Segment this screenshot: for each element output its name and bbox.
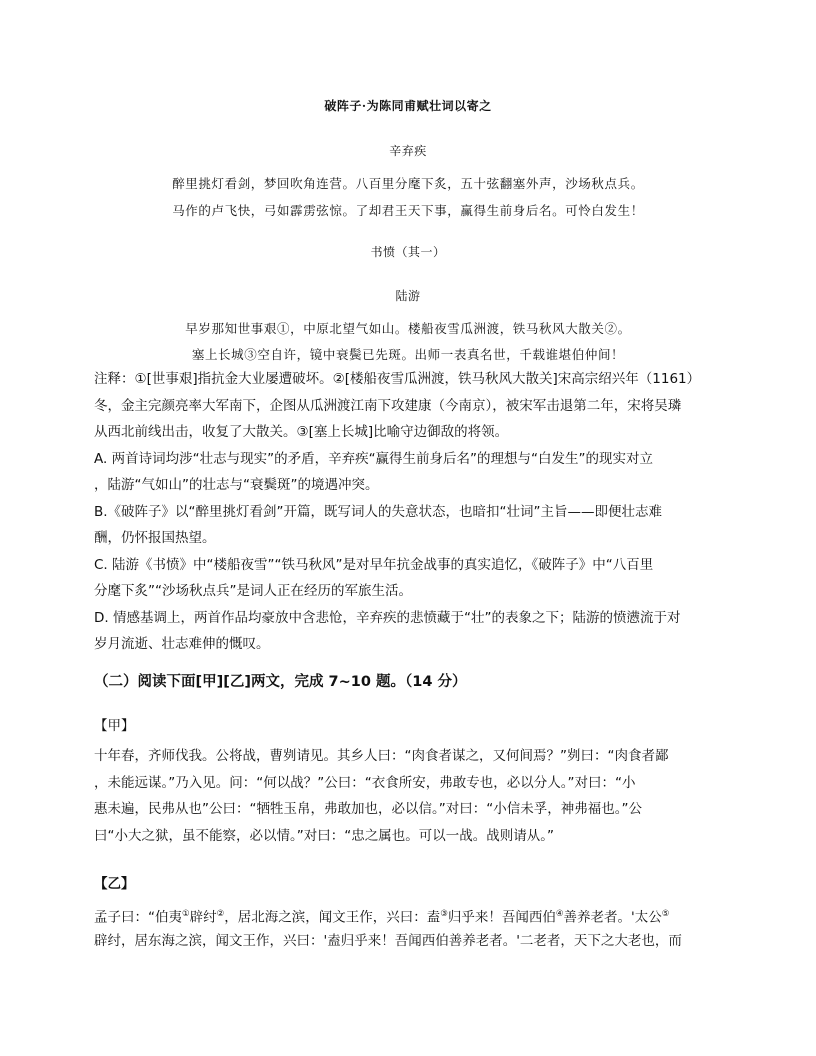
passage-line: ，未能远谋。”乃入见。问：“何以战？”公曰：“衣食所安，弗敢专也，必以分人。”对曰：“小 <box>94 774 636 791</box>
text-fragment: 孟子曰：“伯夷 <box>94 909 182 926</box>
poem2-line-2: 塞上长城③空自许，镜中衰鬓已先斑。出师一表真名世，千载谁堪伯仲间！ <box>191 347 625 362</box>
poem2-author: 陆游 <box>395 289 421 303</box>
text-fragment: 善养老者。'太公 <box>563 909 662 926</box>
jia-label: 【甲】 <box>94 718 135 734</box>
note-line: 注释：①[世事艰]指抗金大业屡遭破坏。②[楼船夜雪瓜洲渡，铁马秋风大散关]宋高宗绍兴年（1161） <box>94 371 701 387</box>
poem1-title: 破阵子·为陈同甫赋壮词以寄之 <box>324 99 492 113</box>
option-line: ，陆游“气如山”的壮志与“衰鬓斑”的境遇冲突。 <box>94 477 379 493</box>
passage-line: 辟纣，居东海之滨，闻文王作，兴曰：'盍归乎来！吾闻西伯善养老者。'二老者，天下之大老也，而 <box>94 932 682 949</box>
passage-line: 惠未遍，民弗从也”公曰：“牺牲玉帛，弗敢加也，必以信。”对曰：“小信未孚，神弗福也。”公 <box>94 801 642 817</box>
section-heading: （二）阅读下面[甲][乙]两文，完成 7~10 题。（14 分） <box>94 674 467 690</box>
poem1-line-2: 马作的卢飞快，弓如霹雳弦惊。了却君王天下事，赢得生前身后名。可怜白发生！ <box>172 203 644 218</box>
option-line: D. 情感基调上，两首作品均豪放中含悲怆，辛弃疾的悲愤藏于“壮”的表象之下；陆游的愤懑流于对 <box>94 609 681 626</box>
footnote-marker: ④ <box>555 909 564 919</box>
poem1-author: 辛弃疾 <box>389 144 427 158</box>
footnote-marker: ② <box>216 909 225 919</box>
poem2-line-1: 早岁那知世事艰①，中原北望气如山。楼船夜雪瓜洲渡，铁马秋风大散关②。 <box>185 321 631 336</box>
option-line: 岁月流逝、壮志难伸的慨叹。 <box>94 636 270 652</box>
option-line: B.《破阵子》以“醉里挑灯看剑”开篇，既写词人的失意状态，也暗扣“壮词”主旨——即便壮志难 <box>94 503 663 520</box>
notes-block <box>94 366 718 658</box>
text-fragment: ，居北海之滨，闻文王作，兴曰：盍 <box>224 909 441 926</box>
yi-passage <box>94 901 718 954</box>
footnote-marker: ⑤ <box>661 909 670 919</box>
jia-passage <box>94 743 718 849</box>
passage-line: 十年春，齐师伐我。公将战，曹刿请见。其乡人曰：“肉食者谋之，又何间焉？”刿曰：“肉食者鄙 <box>94 748 669 764</box>
option-line: A. 两首诗词均涉“壮志与现实”的矛盾，辛弃疾“赢得生前身后名”的理想与“白发生”的现实对立 <box>94 450 654 467</box>
passage-line: 曰“小大之狱，虽不能察，必以情。”对曰：“忠之属也。可以一战。战则请从。” <box>94 827 554 844</box>
footnote-marker: ① <box>182 909 190 919</box>
note-line: 冬，金主完颜亮率大军南下，企图从瓜洲渡江南下攻建康（今南京），被宋军击退第二年，宋将吴璘 <box>94 397 682 414</box>
text-fragment: 归乎来！吾闻西伯 <box>447 909 556 926</box>
option-line: 酬，仍怀报国热望。 <box>94 530 216 546</box>
option-line: C. 陆游《书愤》中“楼船夜雪”“铁马秋风”是对早年抗金战事的真实追忆，《破阵子》中“八百里 <box>94 556 654 573</box>
yi-label: 【乙】 <box>94 876 135 892</box>
poem2-title: 书愤（其一） <box>370 245 446 259</box>
passage-line <box>94 901 718 928</box>
footnote-marker: ③ <box>440 909 448 919</box>
note-line: 从西北前线出击，收复了大散关。③[塞上长城]比喻守边御敌的将领。 <box>94 424 509 440</box>
poem1-line-1: 醉里挑灯看剑，梦回吹角连营。八百里分麾下炙，五十弦翻塞外声，沙场秋点兵。 <box>172 176 644 191</box>
text-fragment: 辟纣 <box>189 909 217 926</box>
option-line: 分麾下炙”“沙场秋点兵”是词人正在经历的军旅生活。 <box>94 583 412 599</box>
